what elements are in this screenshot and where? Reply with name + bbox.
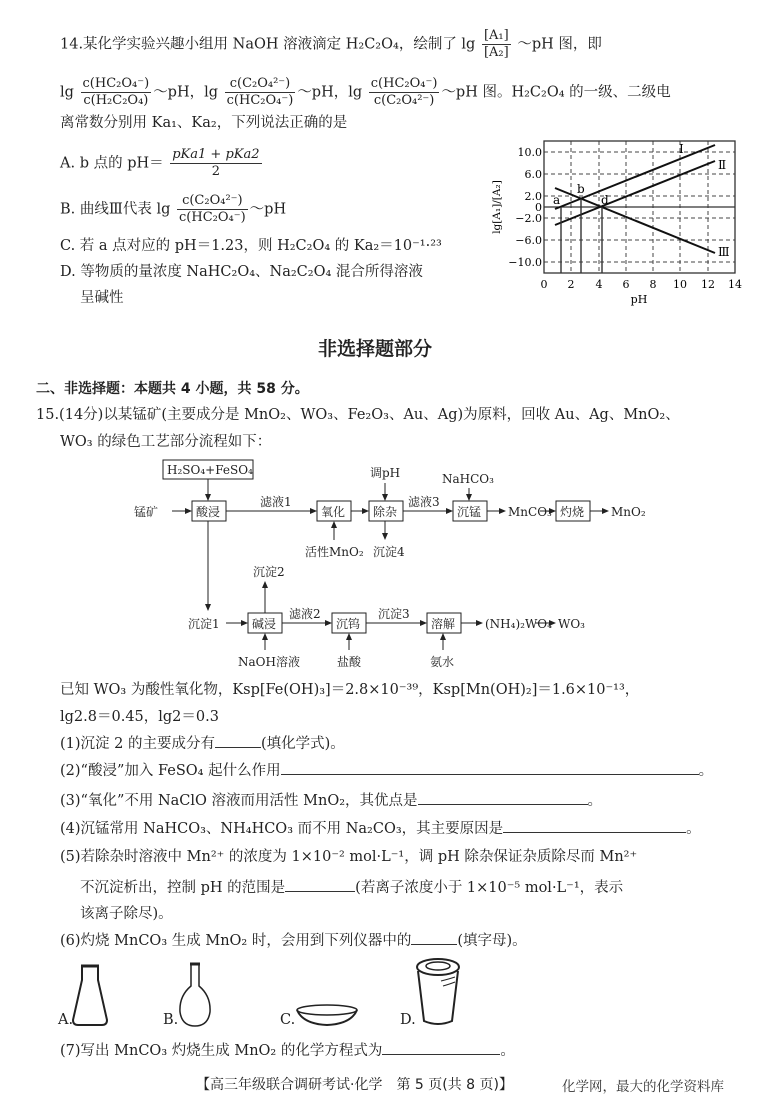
label-adjust-ph: 调pH — [370, 466, 401, 480]
period: 。 — [698, 763, 714, 779]
frac-den: c(HC₂O₄⁻) — [226, 93, 294, 108]
svg-text:−2.0: −2.0 — [515, 212, 542, 225]
point-b-label: b — [577, 182, 585, 196]
curve-iii-label: Ⅲ — [718, 245, 730, 259]
svg-text:6.0: 6.0 — [524, 168, 542, 181]
frac-den: c(HC₂O₄⁻) — [179, 210, 246, 225]
known-line1: 已知 WO₃ 为酸性氧化物，Ksp[Fe(OH)₃]＝2.8×10⁻³⁹，Ksp[Mn(OH)₂]＝1.6×10⁻¹³， — [60, 682, 640, 698]
label-alkali-leach: 碱浸 — [252, 617, 277, 631]
section-heading: 二、非选择题：本题共 4 小题，共 58 分。 — [36, 381, 309, 397]
period: 。 — [500, 1043, 515, 1059]
sub5-tail: (若离子浓度小于 1×10⁻⁵ mol·L⁻¹，表示 — [355, 880, 624, 896]
svg-text:10: 10 — [673, 278, 687, 291]
svg-text:0: 0 — [540, 278, 548, 291]
y-axis-label: lg[A₁]/[A₂] — [491, 180, 503, 234]
apparatus-label-a: A. — [58, 1012, 74, 1028]
fraction-a1-a2 — [482, 28, 511, 61]
svg-text:4: 4 — [595, 278, 603, 291]
svg-text:6: 6 — [622, 278, 630, 291]
q14-stem-line1 — [60, 28, 602, 61]
period: 。 — [587, 793, 603, 809]
svg-text:12: 12 — [701, 278, 715, 291]
x-tick-labels — [541, 278, 743, 291]
label-w-precip: 沉钨 — [336, 617, 361, 631]
sub-question-2 — [60, 760, 713, 781]
sub-question-6 — [60, 930, 527, 951]
fraction-2 — [225, 76, 296, 109]
option-a-text: A. b 点的 pH＝ — [60, 155, 164, 172]
ph-chart — [490, 136, 760, 316]
option-c[interactable]: C. 若 a 点对应的 pH＝1.23，则 H₂C₂O₄ 的 Ka₂＝10⁻¹·²³ — [60, 238, 442, 254]
svg-text:10.0: 10.0 — [517, 146, 542, 159]
evaporating-dish-icon — [295, 1000, 365, 1030]
curve-ii-label: Ⅱ — [718, 158, 727, 172]
sub1-tail: (填化学式)。 — [260, 736, 345, 752]
label-acid-leach: 酸浸 — [196, 505, 221, 519]
sub-question-5-line3: 该离子除尽)。 — [80, 906, 173, 922]
frac-num: c(HC₂O₄⁻) — [370, 76, 438, 91]
svg-text:2: 2 — [567, 278, 575, 291]
q15-stem-line1: 15.(14分)以某锰矿(主要成分是 MnO₂、WO₃、Fe₂O₃、Au、Ag)为原料，回收 Au、Ag、MnO₂、 — [36, 407, 680, 423]
label-ammonia: 氨水 — [430, 655, 455, 669]
option-a[interactable] — [60, 147, 264, 180]
svg-text:−10.0: −10.0 — [508, 256, 542, 269]
svg-text:2.0: 2.0 — [524, 190, 542, 203]
label-hcl: 盐酸 — [337, 655, 362, 669]
x-axis-label: pH — [630, 293, 648, 306]
q15-stem-line2: WO₃ 的绿色工艺部分流程如下： — [60, 434, 272, 450]
answer-blank-1[interactable] — [215, 733, 261, 748]
q14-text: ～pH，lg — [153, 84, 219, 101]
watermark: 化学网，最大的化学资料库 — [562, 1075, 724, 1095]
curve-i-label: Ⅰ — [679, 142, 684, 156]
answer-blank-6[interactable] — [411, 930, 457, 945]
fraction-1 — [81, 76, 152, 109]
label-reagent: H₂SO₄+FeSO₄ — [167, 463, 253, 477]
frac-den: c(H₂C₂O₄) — [83, 93, 149, 108]
option-b[interactable] — [60, 193, 286, 226]
option-d-line1[interactable]: D. 等物质的量浓度 NaHC₂O₄、Na₂C₂O₄ 混合所得溶液 — [60, 264, 423, 280]
label-mn-precip: 沉锰 — [457, 505, 482, 519]
crucible-icon — [413, 955, 463, 1030]
frac-den: [A₂] — [483, 45, 509, 60]
frac-num: pKa1 + pKa2 — [172, 147, 260, 162]
frac-num: c(HC₂O₄⁻) — [82, 76, 150, 91]
sub-question-3 — [60, 790, 602, 811]
point-a-label: a — [553, 193, 561, 207]
svg-text:0: 0 — [535, 201, 542, 214]
q14-stem-line2 — [60, 76, 671, 109]
answer-blank-3[interactable] — [418, 790, 588, 805]
label-filtrate2: 滤液2 — [289, 607, 321, 621]
sub7-text: (7)写出 MnCO₃ 灼烧生成 MnO₂ 的化学方程式为 — [60, 1043, 383, 1059]
y-tick-labels — [508, 146, 542, 269]
frac-num: c(C₂O₄²⁻) — [225, 76, 296, 93]
q14-text: ～pH，lg — [297, 84, 363, 101]
known-line2: lg2.8＝0.45，lg2＝0.3 — [60, 709, 219, 725]
sub1-text: (1)沉淀 2 的主要成分有 — [60, 736, 215, 752]
answer-blank-4[interactable] — [503, 818, 686, 833]
frac-den: c(C₂O₄²⁻) — [373, 93, 435, 108]
apparatus-label-d: D. — [400, 1012, 416, 1028]
curve-i — [555, 145, 715, 209]
answer-blank-2[interactable] — [281, 760, 699, 775]
sub4-text: (4)沉锰常用 NaHCO₃、NH₄HCO₃ 而不用 Na₂CO₃，其主要原因是 — [60, 821, 504, 837]
label-calcine: 灼烧 — [560, 505, 585, 519]
q14-stem-line3: 离常数分别用 Ka₁、Ka₂，下列说法正确的是 — [60, 115, 348, 131]
label-precip3: 沉淀3 — [378, 607, 410, 621]
label-precip1: 沉淀1 — [188, 617, 220, 631]
label-remove: 除杂 — [373, 505, 398, 519]
frac-den: 2 — [211, 164, 221, 179]
sub5-text: 不沉淀析出，控制 pH 的范围是 — [80, 880, 286, 896]
sub2-text: (2)“酸浸”加入 FeSO₄ 起什么作用 — [60, 763, 281, 779]
curve-iii — [555, 188, 715, 253]
option-b-tail: ～pH — [249, 201, 287, 218]
point-d-label: d — [601, 193, 609, 207]
label-oxidize: 氧化 — [321, 505, 346, 519]
sub-question-5-line1: (5)若除杂时溶液中 Mn²⁺ 的浓度为 1×10⁻² mol·L⁻¹，调 pH 除杂保证杂质除尽而 Mn²⁺ — [60, 849, 638, 865]
label-nh4wo4: (NH₄)₂WO₄ — [485, 617, 552, 631]
q14-text: 14.某化学实验兴趣小组用 NaOH 溶液滴定 H₂C₂O₄，绘制了 lg — [60, 36, 476, 53]
label-precip4: 沉淀4 — [373, 545, 405, 559]
round-flask-icon — [175, 958, 215, 1030]
answer-blank-7[interactable] — [382, 1040, 500, 1055]
sub-question-7 — [60, 1040, 515, 1061]
label-precip2: 沉淀2 — [253, 565, 285, 579]
label-nahco3: NaHCO₃ — [442, 472, 494, 486]
process-flowchart — [130, 455, 670, 670]
label-wo3: WO₃ — [558, 617, 585, 631]
fraction-3 — [369, 76, 440, 109]
svg-text:8: 8 — [649, 278, 657, 291]
q14-text: ～pH 图，即 — [517, 36, 602, 53]
option-d-line2: 呈碱性 — [80, 290, 124, 306]
page-footer: 【高三年级联合调研考试·化学 第 5 页(共 8 页)】 — [196, 1077, 513, 1093]
sub6-text: (6)灼烧 MnCO₃ 生成 MnO₂ 时，会用到下列仪器中的 — [60, 933, 412, 949]
fraction-pka — [170, 147, 261, 180]
period: 。 — [686, 821, 701, 837]
label-mno2: MnO₂ — [611, 505, 646, 519]
label-start: 锰矿 — [134, 505, 159, 519]
sub-question-4 — [60, 818, 701, 839]
label-active-mno2: 活性MnO₂ — [305, 545, 364, 559]
apparatus-label-b: B. — [163, 1012, 179, 1028]
label-naoh: NaOH溶液 — [238, 655, 300, 669]
label-filtrate3: 滤液3 — [408, 495, 440, 509]
label-mnco3: MnCO₃ — [508, 505, 552, 519]
svg-text:−6.0: −6.0 — [515, 234, 542, 247]
section-title: 非选择题部分 — [318, 338, 433, 360]
lg-label: lg — [60, 84, 74, 101]
fraction-b — [177, 193, 248, 226]
apparatus-label-c: C. — [280, 1012, 296, 1028]
label-dissolve: 溶解 — [431, 617, 456, 631]
sub-question-1 — [60, 733, 345, 754]
sub3-text: (3)“氧化”不用 NaClO 溶液而用活性 MnO₂，其优点是 — [60, 793, 418, 809]
label-filtrate1: 滤液1 — [260, 495, 292, 509]
sub6-tail: (填字母)。 — [457, 933, 527, 949]
sub-question-5-line2 — [80, 877, 623, 898]
q14-text: ～pH 图。H₂C₂O₄ 的一级、二级电 — [441, 84, 671, 101]
svg-text:14: 14 — [728, 278, 742, 291]
conical-flask-icon — [70, 960, 110, 1030]
frac-num: c(C₂O₄²⁻) — [177, 193, 248, 210]
frac-num: [A₁] — [483, 28, 509, 43]
option-b-text: B. 曲线Ⅲ代表 lg — [60, 201, 171, 218]
answer-blank-5[interactable] — [285, 877, 355, 892]
